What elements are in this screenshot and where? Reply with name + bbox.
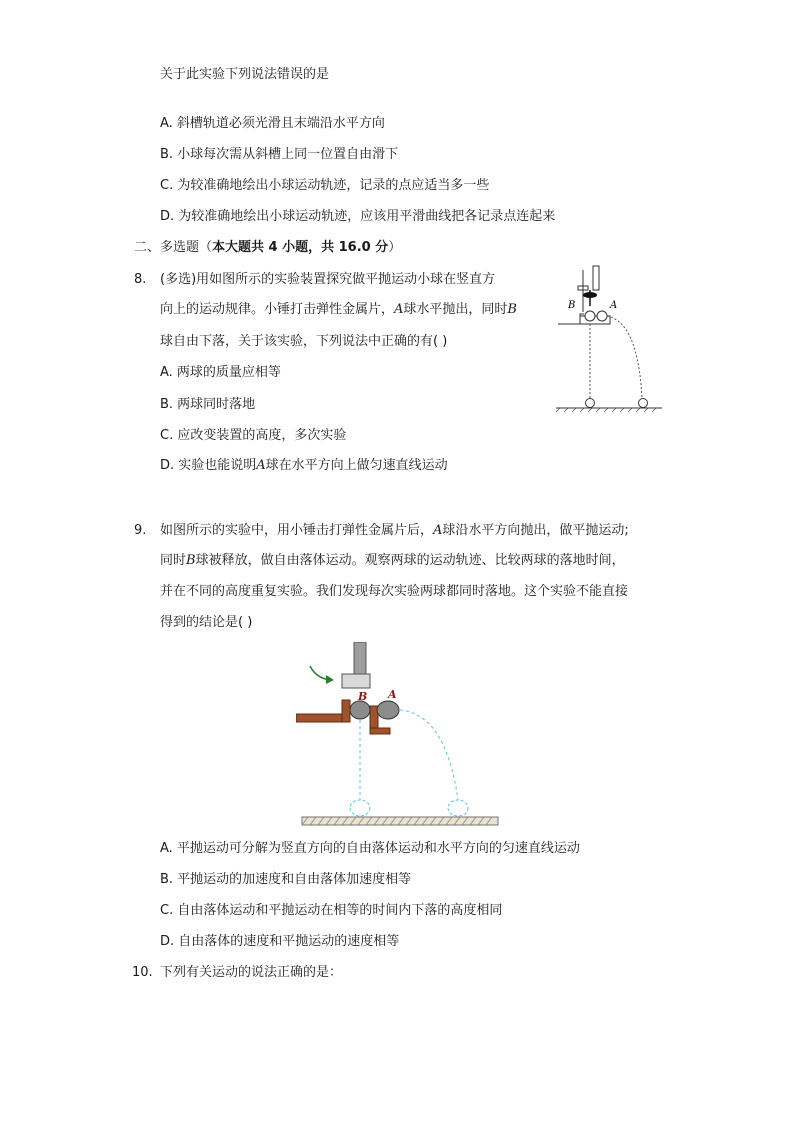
q8-option-d	[160, 457, 448, 475]
text-run: 球在水平方向上做匀速直线运动	[265, 458, 448, 473]
ball-b	[585, 311, 595, 321]
text-run: 如图所示的实验中，用小锤击打弹性金属片后，	[160, 523, 434, 538]
text-run: D. 实验也能说明	[160, 458, 257, 473]
question-10-stem: 下列有关运动的说法正确的是：	[160, 965, 343, 980]
section-prefix: 二、多选题（	[134, 240, 213, 255]
ball-b	[350, 701, 370, 719]
q7-option-a: A. 斜槽轨道必须光滑且末端沿水平方向	[160, 116, 385, 131]
label-a: A	[388, 688, 397, 701]
hammer-handle	[593, 266, 599, 290]
figure-background	[296, 642, 502, 832]
section-detail: 本大题共 4 小题，共 16.0 分	[212, 240, 389, 255]
text-run: 球水平抛出，同时	[403, 302, 508, 317]
label-a: A	[610, 300, 618, 311]
ground-hatching	[556, 408, 656, 412]
question-9-line-3: 并在不同的高度重复实验。我们发现每次实验两球都同时落地。这个实验不能直接	[160, 584, 629, 599]
variable-b: B	[507, 302, 517, 317]
variable-b: B	[186, 553, 196, 568]
text-run: (多选)用如图所示的实验装置探究做平抛运动小球在竖直方	[160, 272, 496, 287]
q8-option-c: C. 应改变装置的高度，多次实验	[160, 428, 347, 443]
section-header	[134, 239, 401, 257]
label-b: B	[568, 300, 576, 311]
question-8-line-2	[160, 301, 517, 319]
hammer-handle	[354, 642, 366, 674]
bottom-ledge	[370, 728, 390, 734]
q9-option-a: A. 平抛运动可分解为竖直方向的自由落体运动和水平方向的匀速直线运动	[160, 841, 580, 856]
q9-option-d: D. 自由落体的速度和平抛运动的速度相等	[160, 934, 400, 949]
q7-option-d: D. 为较准确地绘出小球运动轨迹，应该用平滑曲线把各记录点连起来	[160, 209, 556, 224]
q8-apparatus-figure	[550, 262, 670, 412]
question-8-number: 8.	[134, 272, 147, 287]
ball-a	[597, 311, 607, 321]
text-run: 同时	[160, 553, 187, 568]
q8-option-b: B. 两球同时落地	[160, 397, 256, 412]
variable-a: A	[433, 523, 443, 538]
q7-option-b: B. 小球每次需从斜槽上同一位置自由滑下	[160, 147, 399, 162]
q9-apparatus-figure	[296, 642, 502, 832]
text-run: 球自由下落，关于该实验，下列说法中正确的有( )	[160, 334, 448, 349]
parabolic-path	[607, 316, 642, 398]
text-run: 球沿水平方向抛出，做平抛运动;	[442, 523, 629, 538]
question-7-stem: 关于此实验下列说法错误的是	[160, 67, 330, 82]
question-8-line-3	[160, 333, 447, 351]
q7-option-c: C. 为较准确地绘出小球运动轨迹，记录的点应适当多一些	[160, 178, 490, 193]
variable-a: A	[256, 458, 266, 473]
left-bracket	[342, 700, 350, 722]
hammer-head	[342, 674, 370, 688]
question-9-line-4: 得到的结论是( )	[160, 615, 253, 630]
q9-option-c: C. 自由落体运动和平抛运动在相等的时间内下落的高度相同	[160, 903, 503, 918]
section-suffix: ）	[388, 240, 402, 255]
q9-option-b: B. 平抛运动的加速度和自由落体加速度相等	[160, 872, 412, 887]
ball-a	[377, 701, 399, 719]
question-9-number: 9.	[134, 523, 147, 538]
q8-option-a: A. 两球的质量应相等	[160, 365, 281, 380]
question-9-line-2	[160, 552, 625, 570]
question-10-number: 10.	[132, 965, 153, 980]
variable-a: A	[394, 302, 404, 317]
ball-b-landed	[586, 399, 595, 408]
text-run: 球被释放，做自由落体运动。观察两球的运动轨迹、比较两球的落地时间，	[195, 553, 625, 568]
ball-a-landed	[639, 399, 648, 408]
text-run: 向上的运动规律。小锤打击弹性金属片，	[160, 302, 395, 317]
left-plate	[296, 714, 346, 722]
question-8-line-1	[160, 271, 495, 289]
label-b: B	[358, 690, 368, 703]
question-9-line-1	[160, 522, 629, 540]
